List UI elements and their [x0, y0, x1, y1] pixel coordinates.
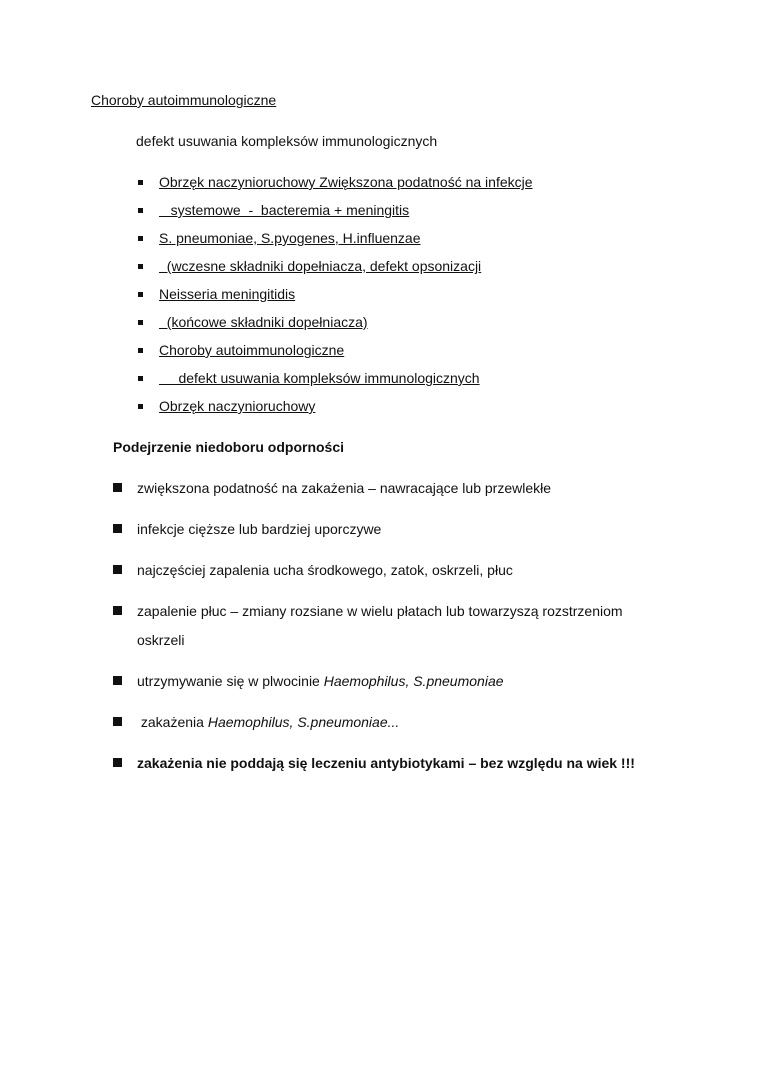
square-bullet-icon — [113, 717, 122, 726]
list-item-text: (wczesne składniki dopełniacza, defekt opsonizacji — [159, 258, 482, 274]
list-item — [138, 256, 533, 284]
list-item — [113, 753, 673, 773]
square-bullet-icon — [138, 348, 143, 353]
list-item — [113, 560, 673, 580]
square-bullet-icon — [113, 676, 122, 685]
underlined-bullet-list — [138, 172, 533, 424]
square-bullet-icon — [138, 208, 143, 213]
pathogen-names: Haemophilus, S.pneumoniae... — [207, 714, 400, 730]
list-item — [138, 200, 533, 228]
list-item-text: zwiększona podatność na zakażenia – nawracające lub przewlekłe — [137, 480, 552, 496]
square-bullet-icon — [138, 180, 143, 185]
list-item — [138, 340, 533, 368]
list-item — [138, 312, 533, 340]
list-item-text: zakażenia nie poddają się leczeniu antybiotykami – bez względu na wiek !!! — [137, 755, 635, 771]
text-prefix: zakażenia — [137, 714, 208, 730]
list-item — [113, 601, 673, 655]
list-item — [113, 478, 673, 498]
symptom-bullet-list — [113, 478, 673, 794]
list-item-text: S. pneumoniae, S.pyogenes, H.influenzae — [159, 230, 421, 246]
list-item — [138, 284, 533, 312]
list-item — [113, 671, 673, 691]
list-item-text: infekcje cięższe lub bardziej uporczywe — [137, 521, 382, 537]
list-item-text: Obrzęk naczynioruchowy — [159, 398, 316, 414]
intro-text: defekt usuwania kompleksów immunologicznych — [136, 133, 438, 149]
square-bullet-icon — [113, 758, 122, 767]
list-item-text — [137, 712, 399, 732]
text-prefix: utrzymywanie się w plwocinie — [137, 673, 324, 689]
list-item-text: systemowe - bacteremia + meningitis — [159, 202, 410, 218]
square-bullet-icon — [113, 483, 122, 492]
list-item — [113, 519, 673, 539]
list-item — [138, 228, 533, 256]
list-item-text: Neisseria meningitidis — [159, 286, 296, 302]
square-bullet-icon — [113, 524, 122, 533]
list-item-text: najczęściej zapalenia ucha środkowego, zatok, oskrzeli, płuc — [137, 562, 513, 578]
document-heading: Choroby autoimmunologiczne — [91, 92, 277, 108]
list-item-text — [137, 671, 504, 691]
list-item — [113, 712, 673, 732]
list-item-text: Choroby autoimmunologiczne — [159, 342, 345, 358]
pathogen-names: Haemophilus, S.pneumoniae — [323, 673, 504, 689]
square-bullet-icon — [138, 236, 143, 241]
square-bullet-icon — [113, 606, 122, 615]
list-item — [138, 368, 533, 396]
list-item-text: Obrzęk naczynioruchowy Zwiększona podatność na infekcje — [159, 174, 533, 190]
square-bullet-icon — [138, 292, 143, 297]
section-title: Podejrzenie niedoboru odporności — [113, 439, 345, 455]
square-bullet-icon — [113, 565, 122, 574]
square-bullet-icon — [138, 376, 143, 381]
list-item-text: (końcowe składniki dopełniacza) — [159, 314, 368, 330]
list-item-text: defekt usuwania kompleksów immunologicznych — [159, 370, 480, 386]
square-bullet-icon — [138, 264, 143, 269]
list-item-text: zapalenie płuc – zmiany rozsiane w wielu płatach lub towarzyszą rozstrzeniom oskrzeli — [137, 603, 623, 648]
square-bullet-icon — [138, 404, 143, 409]
list-item — [138, 396, 533, 424]
list-item — [138, 172, 533, 200]
square-bullet-icon — [138, 320, 143, 325]
